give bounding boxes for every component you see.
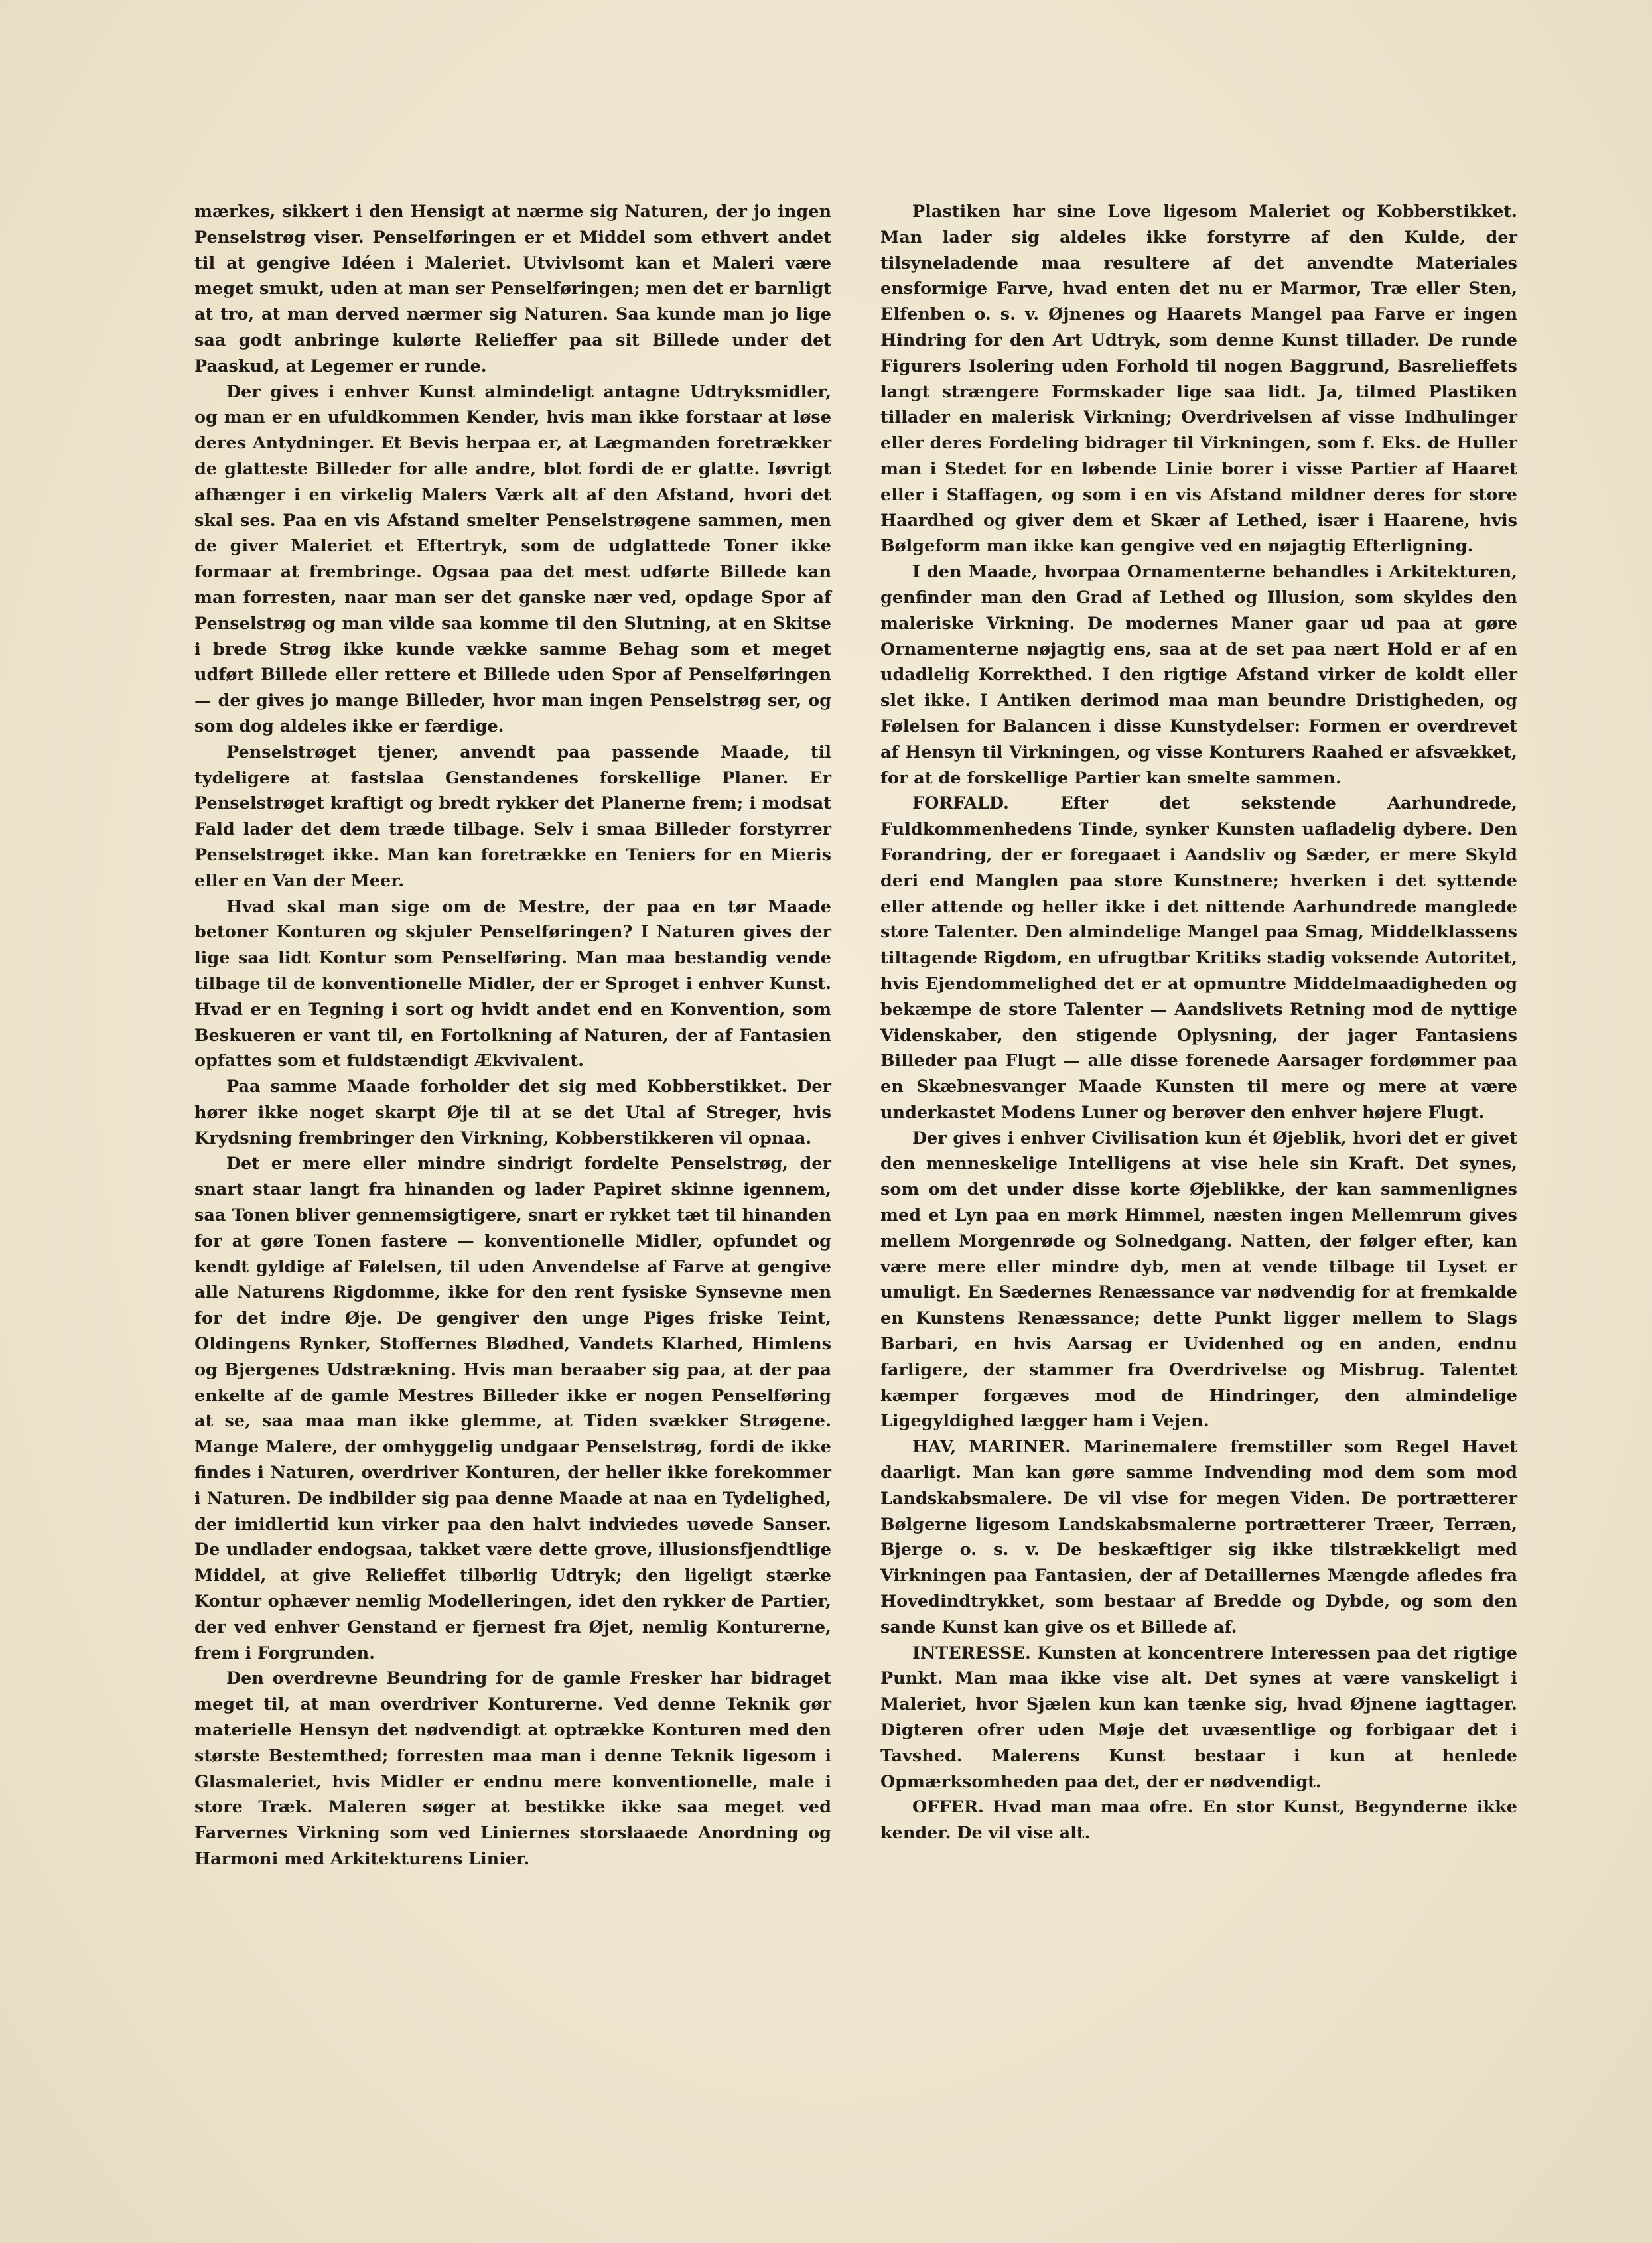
paragraph: Paa samme Maade forholder det sig med Kobberstikket. Der hører ikke noget skarpt Øje til at se det Utal af Streger, hvis Krydsning frembringer den Virkning, Kobberstikkeren vil opnaa. xyxy=(194,1077,831,1148)
section-paragraph-interesse: INTERESSE. Kunsten at koncentrere Interessen paa det rigtige Punkt. Man maa ikke vise alt. Det synes at være vanskeligt i Maleriet, hvor Sjælen kun kan tænke sig, hvad Øjnene iagttager. Digteren ofrer uden Møje det uvæsentlige og forbigaar det i Tavshed. Malerens Kunst bestaar i kun at henlede Opmærksomheden paa det, der er nødvendigt. xyxy=(880,1643,1517,1792)
section-paragraph-offer: OFFER. Hvad man maa ofre. En stor Kunst, Begynderne ikke kender. De vil vise alt. xyxy=(880,1797,1517,1844)
section-paragraph-hav-mariner: HAV, MARINER. Marinemalere fremstiller som Regel Havet daarligt. Man kan gøre samme Indvending mod dem som mod Landskabsmalere. De vil vise for megen Viden. De portrætterer Bølgerne ligesom Landskabsmalerne portrætterer Træer, Terræn, Bjerge o. s. v. De beskæftiger sig ikke tilstrækkeligt med Virkningen paa Fantasien, der af Detaillernes Mængde afledes fra Hovedindtrykket, som bestaar af Bredde og Dybde, og som den sande Kunst kan give os et Billede af. xyxy=(880,1437,1517,1637)
paragraph: Der gives i enhver Kunst almindeligt antagne Udtryksmidler, og man er en ufuldkommen Kender, hvis man ikke forstaar at løse deres Antydninger. Et Bevis herpaa er, at Lægmanden foretrækker de glatteste Billeder for alle andre, blot fordi de er glatte. Iøvrigt afhænger i en virkelig Malers Værk alt af den Afstand, hvori det skal ses. Paa en vis Afstand smelter Penselstrøgene sammen, men de giver Maleriet et Eftertryk, som de udglattede Toner ikke formaar at frembringe. Ogsaa paa det mest udførte Billede kan man forresten, naar man ser det ganske nær ved, opdage Spor af Penselstrøg og man vilde saa komme til den Slutning, at en Skitse i brede Strøg ikke kunde vække samme Behag som et meget udført Billede eller rettere et Billede uden Spor af Penselføringen — der gives jo mange Billeder, hvor man ingen Penselstrøg ser, og som dog aldeles ikke er færdige. xyxy=(194,381,831,736)
paragraph: Den overdrevne Beundring for de gamle Fresker har bidraget meget til, at man overdriver Konturerne. Ved denne Teknik gør materielle Hensyn det nødvendigt at optrække Konturen med den største Bestemthed; forresten maa man i denne Teknik ligesom i Glasmaleriet, hvis Midler er endnu mere konventionelle, male i store Træk. Maleren søger at bestikke ikke saa meget ved Farvernes Virkning som ved Liniernes storslaaede Anordning og Harmoni med Arkitekturens Linier. xyxy=(194,1668,831,1869)
left-text-column xyxy=(194,199,831,1872)
paragraph: Penselstrøget tjener, anvendt paa passende Maade, til tydeligere at fastslaa Genstandenes forskellige Planer. Er Penselstrøget kraftigt og bredt rykker det Planerne frem; i modsat Fald lader det dem træde tilbage. Selv i smaa Billeder forstyrrer Penselstrøget ikke. Man kan foretrække en Teniers for en Mieris eller en Van der Meer. xyxy=(194,742,831,891)
paragraph: Plastiken har sine Love ligesom Maleriet og Kobberstikket. Man lader sig aldeles ikke forstyrre af den Kulde, der tilsyneladende maa resultere af det anvendte Materiales ensformige Farve, hvad enten det nu er Marmor, Træ eller Sten, Elfenben o. s. v. Øjnenes og Haarets Mangel paa Farve er ingen Hindring for den Art Udtryk, som denne Kunst tillader. De runde Figurers Isolering uden Forhold til nogen Baggrund, Basrelieffets langt strængere Formskader lige saa lidt. Ja, tilmed Plastiken tillader en malerisk Virkning; Overdrivelsen af visse Indhulinger eller deres Fordeling bidrager til Virkningen, som f. Eks. de Huller man i Stedet for en løbende Linie borer i visse Partier af Haaret eller i Staffagen, og som i en vis Afstand mildner deres for store Haardhed og giver dem et Skær af Lethed, især i Haarene, hvis Bølgeform man ikke kan gengive ved en nøjagtig Efterligning. xyxy=(880,202,1517,557)
paragraph: Det er mere eller mindre sindrigt fordelte Penselstrøg, der snart staar langt fra hinanden og lader Papiret skinne igennem, saa Tonen bliver gennemsigtigere, snart er rykket tæt til hinanden for at gøre Tonen fastere — konventionelle Midler, opfundet og kendt gyldige af Følelsen, til uden Anvendelse af Farve at gengive alle Naturens Rigdomme, ikke for den rent fysiske Synsevne men for det indre Øje. De gengiver den unge Piges friske Teint, Oldingens Rynker, Stoffernes Blødhed, Vandets Klarhed, Himlens og Bjergenes Udstrækning. Hvis man beraaber sig paa, at der paa enkelte af de gamle Mestres Billeder ikke er nogen Penselføring at se, saa maa man ikke glemme, at Tiden svækker Strøgene. Mange Malere, der omhyggelig undgaar Penselstrøg, fordi de ikke findes i Naturen, overdriver Konturen, der heller ikke forekommer i Naturen. De indbilder sig paa denne Maade at naa en Tydelighed, der imidlertid kun virker paa den halvt indviedes uøvede Sanser. De undlader endogsaa, takket være dette grove, illusionsfjendtlige Middel, at give Relieffet tilbørlig Udtryk; den ligeligt stærke Kontur ophæver nemlig Modelleringen, idet den rykker de Partier, der ved enhver Genstand er fjernest fra Øjet, nemlig Konturerne, frem i Forgrunden. xyxy=(194,1154,831,1663)
paragraph: Hvad skal man sige om de Mestre, der paa en tør Maade betoner Konturen og skjuler Penselføringen? I Naturen gives der lige saa lidt Kontur som Penselføring. Man maa bestandig vende tilbage til de konventionelle Midler, der er Sproget i enhver Kunst. Hvad er en Tegning i sort og hvidt andet end en Konvention, som Beskueren er vant til, en Fortolkning af Naturen, der af Fantasien opfattes som et fuldstændigt Ækvivalent. xyxy=(194,896,831,1071)
right-text-column xyxy=(880,199,1517,1846)
paragraph: I den Maade, hvorpaa Ornamenterne behandles i Arkitekturen, genfinder man den Grad af Lethed og Illusion, som skyldes den maleriske Virkning. De modernes Maner gaar ud paa at gøre Ornamenterne nøjagtig ens, saa at de set paa nært Hold er af en udadlelig Korrekthed. I den rigtige Afstand virker de koldt eller slet ikke. I Antiken derimod maa man beundre Dristigheden, og Følelsen for Balancen i disse Kunstydelser: Formen er overdrevet af Hensyn til Virkningen, og visse Konturers Raahed er afsvækket, for at de forskellige Partier kan smelte sammen. xyxy=(880,562,1517,788)
paragraph: mærkes, sikkert i den Hensigt at nærme sig Naturen, der jo ingen Penselstrøg viser. Penselføringen er et Middel som ethvert andet til at gengive Idéen i Maleriet. Utvivlsomt kan et Maleri være meget smukt, uden at man ser Penselføringen; men det er barnligt at tro, at man derved nærmer sig Naturen. Saa kunde man jo lige saa godt anbringe kulørte Relieffer paa sit Billede under det Paaskud, at Legemer er runde. xyxy=(194,202,831,376)
section-paragraph-forfald: FORFALD. Efter det sekstende Aarhundrede, Fuldkommenhedens Tinde, synker Kunsten uafladelig dybere. Den Forandring, der er foregaaet i Aandsliv og Sæder, er mere Skyld deri end Manglen paa store Kunstnere; hverken i det syttende eller attende og heller ikke i det nittende Aarhundrede manglede store Talenter. Den almindelige Mangel paa Smag, Middelklassens tiltagende Rigdom, en ufrugtbar Kritiks stadig voksende Autoritet, hvis Ejendommelighed det er at opmuntre Middelmaadigheden og bekæmpe de store Talenter — Aandslivets Retning mod de nyttige Videnskaber, den stigende Oplysning, der jager Fantasiens Billeder paa Flugt — alle disse forenede Aarsager fordømmer paa en Skæbnesvanger Maade Kunsten til mere og mere at være underkastet Modens Luner og berøver den enhver højere Flugt. xyxy=(880,793,1517,1122)
paragraph: Der gives i enhver Civilisation kun ét Øjeblik, hvori det er givet den menneskelige Intelligens at vise hele sin Kraft. Det synes, som om det under disse korte Øjeblikke, der kan sammenlignes med et Lyn paa en mørk Himmel, næsten ingen Mellemrum gives mellem Morgenrøde og Solnedgang. Natten, der følger efter, kan være mere eller mindre dyb, men at vende tilbage til Lyset er umuligt. En Sædernes Renæssance var nødvendig for at fremkalde en Kunstens Renæssance; dette Punkt ligger mellem to Slags Barbari, en hvis Aarsag er Uvidenhed og en anden, endnu farligere, der stammer fra Overdrivelse og Misbrug. Talentet kæmper forgæves mod de Hindringer, den almindelige Ligegyldighed lægger ham i Vejen. xyxy=(880,1128,1517,1432)
